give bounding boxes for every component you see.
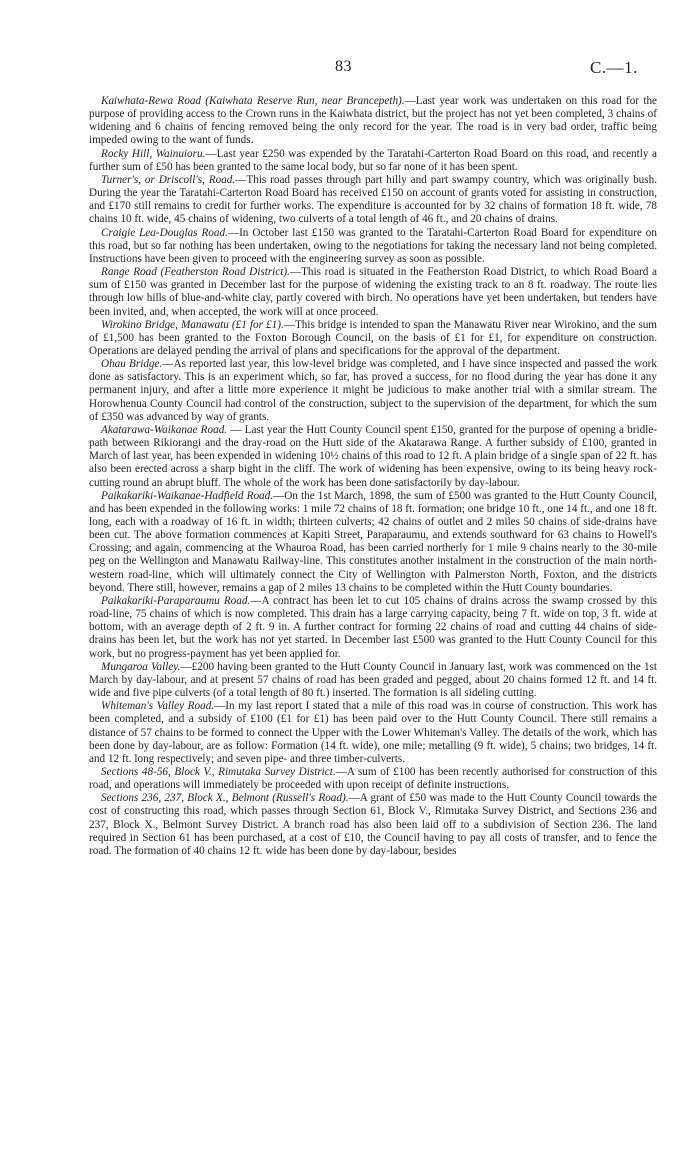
paragraph-text: —A sum of £100 has been recently authorised for construction of this road, and operations will immediately be proceeded with upon receipt of definite instructions. (89, 765, 658, 792)
paragraph-whitemans-valley-road (89, 700, 657, 766)
paragraph-title: Kaiwhata-Rewa Road (Kaiwhata Reserve Run, near Brancepeth). (101, 95, 405, 107)
paragraph-ohau-bridge (89, 358, 657, 424)
paragraph-title: Range Road (Featherston Road District). (101, 266, 290, 279)
paragraph-text: —As reported last year, this low-level bridge was completed, and I have since inspected and passed the work done as satisfactory. This is an experiment which, so far, has proved a success, for no flood during the year has done it any permanent injury, and after a little more experience it might be judicious to make another trial with a similar stream. The Horowhenua County Council had control of the construction, subject to the supervision of the department, for which the sum of £350 was advanced by way of grants. (89, 358, 658, 423)
document-reference: C.—1. (590, 58, 638, 77)
report-body (89, 95, 657, 858)
paragraph-title: Craigie Lea-Douglas Road. (101, 226, 228, 239)
paragraph-text: —In October last £150 was granted to the Taratahi-Carterton Road Board for expenditure on this road, but so far nothing has been undertaken, owing to the negotiations for taking the necessary land not being completed. Instructions have been given to proceed with the engineering survey as soon as possible. (89, 226, 657, 265)
paragraph-turners-road (89, 174, 657, 227)
paragraph-text: —This road passes through part hilly and part swampy country, which was originally bush. During the year the Taratahi-Carterton Road Board has received £150 on account of grants voted for assisting in construction, and £170 still remains to credit for further works. The expenditure is accounted for by 32 chains of formation 18 ft. wide, 78 chains 10 ft. wide, 45 chains of widening, two culverts of a total length of 46 ft., and 20 chains of drains. (89, 173, 657, 226)
paragraph-paikakariki-paraparaumu-road (89, 595, 657, 661)
paragraph-text: —A grant of £50 was made to the Hutt County Council towards the cost of constructing this road, which passes through Section 61, Block V., Rimutaka Survey District, and Sections 236 and 237, Block X., Belmont Survey District. A branch road has also been laid off to a subdivision of Section 236. The land required in Section 61 has been purchased, at a cost of £10, the Council having to pay all costs of transfer, and to fence the road. The formation of 40 chains 12 ft. wide has been done by day-labour, besides (89, 792, 657, 857)
paragraph-text: —In my last report I stated that a mile of this road was in course of construction. This work has been completed, and a subsidy of £100 (£1 for £1) has been paid over to the Hutt County Council. There still remains a distance of 57 chains to be formed to connect the Upper with the Lower Whiteman's Valley. The details of the work, which has been done by day-labour, are as follow: Formation (14 ft. wide), one mile; metalling (9 ft. wide), 5 chains; two bridges, 14 ft. and 12 ft. long respectively; and seven pipe- and three timber-culverts. (89, 700, 657, 765)
paragraph-text: —On the 1st March, 1898, the sum of £500 was granted to the Hutt County Council, and has been expended in the following works: 1 mile 72 chains of 18 ft. formation; one bridge 10 ft., one 14 ft., and one 18 ft. long, each with a roadway of 16 ft. in width; thirteen culverts; 42 chains of outlet and 2 miles 50 chains of side-drains have been cut. The above formation commences at Kapiti Street, Paraparaumu, and extends southward for 63 chains to Howell's Crossing; and again, commencing at the Whauroa Road, has been carried northerly for 1 mile 9 chains nearly to the 30-mile peg on the Wellington and Manawatu Railway-line. This constitutes another instalment in the construction of the main north-western road-line, which will ultimately connect the City of Wellington with Palmerston North, Foxton, and the districts beyond. There still, however, remains a gap of 2 miles 13 chains to be completed within the Hutt County boundaries. (89, 489, 657, 594)
paragraph-paikakariki-waikanae-hadfield-road (89, 490, 657, 595)
paragraph-text: —£200 having been granted to the Hutt County Council in January last, work was commenced on the 1st March by day-labour, and at present 57 chains of road has been graded and pegged, about 20 chains formed 12 ft. and 14 ft. wide and five pipe culverts (of a total length of 80 ft.) inserted. The formation is all sideling cutting. (89, 660, 658, 700)
paragraph-text: —This bridge is intended to span the Manawatu River near Wirokino, and the sum of £1,500 has been granted to the Foxton Borough Council, on the basis of £1 for £1, for expenditure on construction. Operations are delayed pending the arrival of plans and specifications for the approval of the department. (89, 318, 657, 357)
page-header (0, 58, 700, 80)
paragraph-title: Sections 48-56, Block V., Rimutaka Survey District. (101, 765, 336, 778)
paragraph-title: Paikakariki-Paraparaumu Road. (101, 594, 251, 607)
paragraph-title: Sections 236, 237, Block X., Belmont (Russell's Road). (101, 792, 349, 805)
paragraph-text: —Last year £250 was expended by the Taratahi-Carterton Road Board on this road, and recently a further sum of £50 has been granted to the same local body, but so far none of it has been spent. (89, 147, 658, 173)
paragraph-text: —A contract has been let to cut 105 chains of drains across the swamp crossed by this road-line, 75 chains of which is now completed. This drain has a large carrying capacity, being 7 ft. wide on top, 3 ft. wide at bottom, with an average depth of 2 ft. 9 in. A further contract for forming 22 chains of road and cutting 44 chains of side-drains has been let, but the work has not yet started. In December last £500 was granted to the Hutt County Council for this work, but no progress-payment has yet been applied for. (89, 594, 657, 660)
paragraph-sections-48-56 (89, 766, 657, 792)
paragraph-title: Akatarawa-Waikanae Road. (101, 423, 228, 436)
paragraph-title: Wirokino Bridge, Manawatu (£1 for £1). (101, 318, 284, 331)
paragraph-wirokino-bridge (89, 319, 657, 358)
paragraph-text: — Last year the Hutt County Council spent £150, granted for the purpose of opening a bridle-path between Rikiorangi and the dray-road on the Hutt side of the Akatarawa Range. A further subsidy of £100, granted in March of last year, has been expended in widening 10½ chains of this road to 12 ft. A plain bridge of a single span of 22 ft. has also been erected across a sharp bight in the cliff. The work of widening has been expensive, owing to its being heavy rock-cutting round an abrupt bluff. The whole of the work has been done satisfactorily by day-labour. (89, 423, 657, 489)
paragraph-range-road (89, 266, 657, 319)
paragraph-title: Whiteman's Valley Road. (101, 700, 215, 713)
paragraph-title: Turner's, or Driscoll's, Road. (101, 173, 236, 186)
page-number: 83 (335, 58, 352, 75)
paragraph-text: —This road is situated in the Featherston Road District, to which Road Board a sum of £150 was granted in December last for the purpose of widening the existing track to an 8 ft. roadway. The route lies through low hills of blue-and-white clay, partly covered with birch. No operations have yet been undertaken, but tenders have been invited, and, when accepted, the work will at once proceed. (89, 266, 657, 318)
paragraph-title: Mungaroa Valley. (101, 660, 181, 673)
paragraph-mungaroa-valley (89, 661, 657, 700)
paragraph-craigie-lea-douglas-road (89, 227, 657, 266)
paragraph-title: Paikakariki-Waikanae-Hadfield Road. (101, 489, 274, 502)
paragraph-kaiwhata-rewa-road (89, 95, 657, 148)
paragraph-rocky-hill (89, 148, 657, 174)
paragraph-akatarawa-waikanae-road (89, 424, 657, 490)
paragraph-text: —Last year work was undertaken on this road for the purpose of providing access to the Crown runs in the Kaiwhata district, but the project has not yet been completed, 3 chains of widening and 6 chains of fencing removed being the only record for the year. The road is in very bad order, traffic being impeded owing to the want of funds. (89, 95, 658, 147)
paragraph-title: Ohau Bridge. (101, 358, 163, 371)
paragraph-sections-236-237 (89, 792, 657, 858)
paragraph-title: Rocky Hill, Wainuioru. (101, 147, 206, 160)
